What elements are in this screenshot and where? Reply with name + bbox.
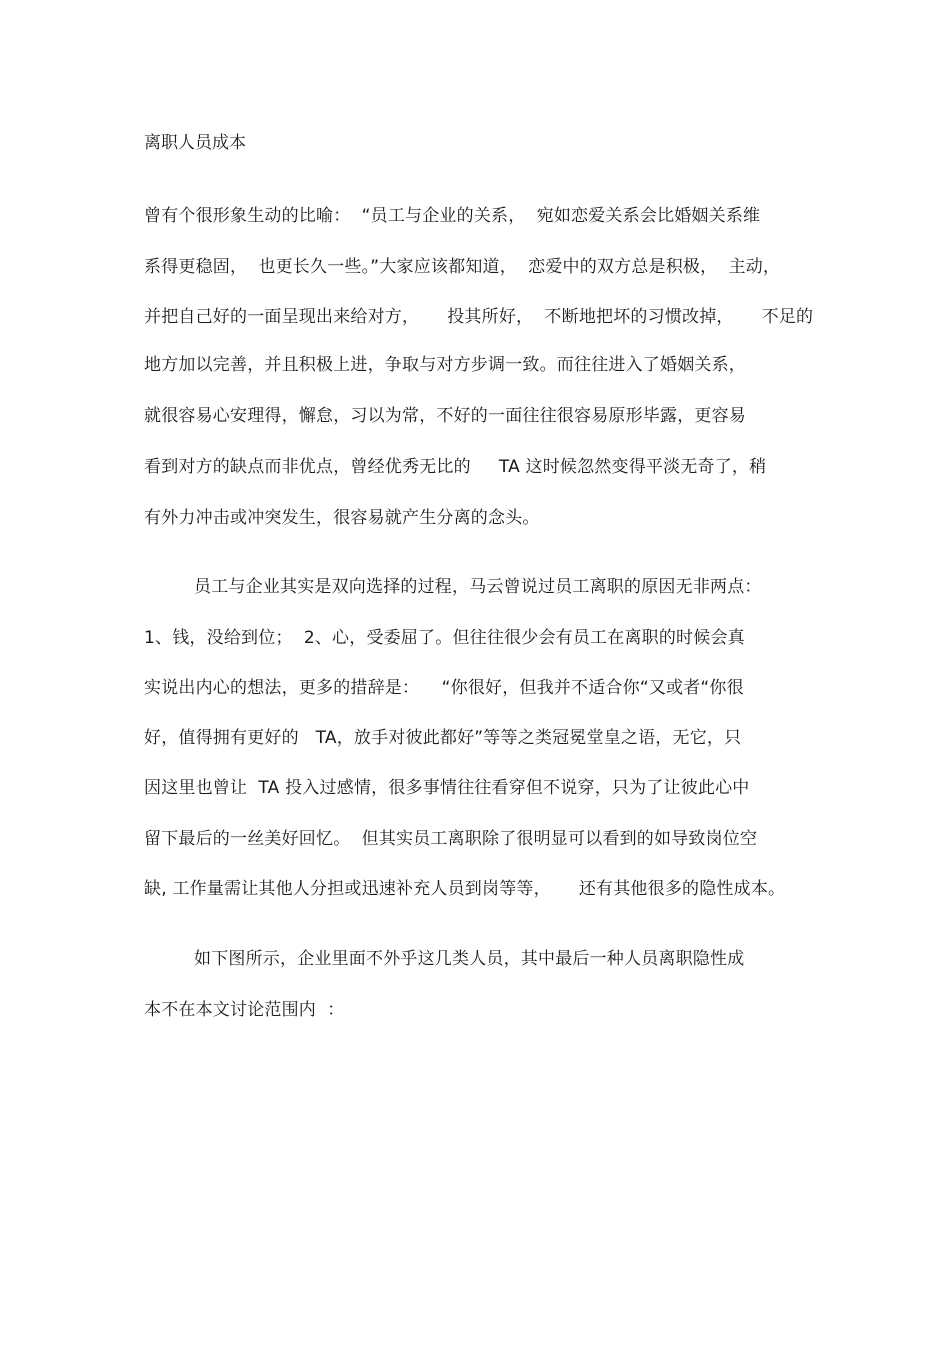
paragraph-2-line-7: 缺, 工作量需让其他人分担或迅速补充人员到岗等等， 还有其他很多的隐性成本。 bbox=[144, 879, 786, 899]
paragraph-3-line-2: 本不在本文讨论范围内 ： bbox=[144, 1000, 345, 1020]
paragraph-1-line-3: 并把自己好的一面呈现出来给对方， 投其所好， 不断地把坏的习惯改掉， 不足的 bbox=[144, 307, 814, 327]
paragraph-2-line-1: 员工与企业其实是双向选择的过程，马云曾说过员工离职的原因无非两点： bbox=[194, 577, 762, 597]
paragraph-1-line-6: 看到对方的缺点而非优点，曾经优秀无比的 TA 这时候忽然变得平淡无奇了，稍 bbox=[144, 457, 767, 477]
paragraph-2-line-4: 好，值得拥有更好的 TA，放手对彼此都好”等等之类冠冕堂皇之语，无它，只 bbox=[144, 728, 742, 748]
paragraph-1-line-5: 就很容易心安理得，懈怠，习以为常，不好的一面往往很容易原形毕露，更容易 bbox=[144, 406, 746, 426]
paragraph-2-line-5: 因这里也曾让 TA 投入过感情，很多事情往往看穿但不说穿，只为了让彼此心中 bbox=[144, 778, 750, 798]
paragraph-3-line-1: 如下图所示，企业里面不外乎这几类人员，其中最后一种人员离职隐性成 bbox=[194, 949, 745, 969]
document-title: 离职人员成本 bbox=[144, 133, 246, 153]
paragraph-1-line-4: 地方加以完善，并且积极上进，争取与对方步调一致。而往往进入了婚姻关系， bbox=[144, 355, 746, 375]
paragraph-2-line-3: 实说出内心的想法，更多的措辞是： “你很好，但我并不适合你“又或者“你很 bbox=[144, 678, 744, 698]
paragraph-2-line-2: 1、钱，没给到位； 2、心，受委屈了。但往往很少会有员工在离职的时候会真 bbox=[144, 628, 745, 648]
paragraph-1-line-1: 曾有个很形象生动的比喻： “员工与企业的关系， 宛如恋爱关系会比婚姻关系维 bbox=[144, 206, 761, 226]
paragraph-1-line-2: 系得更稳固， 也更长久一些。”大家应该都知道， 恋爱中的双方总是积极， 主动， bbox=[144, 257, 781, 277]
paragraph-2-line-6: 留下最后的一丝美好回忆。 但其实员工离职除了很明显可以看到的如导致岗位空 bbox=[144, 829, 758, 849]
paragraph-1-line-7: 有外力冲击或冲突发生，很容易就产生分离的念头。 bbox=[144, 508, 540, 528]
